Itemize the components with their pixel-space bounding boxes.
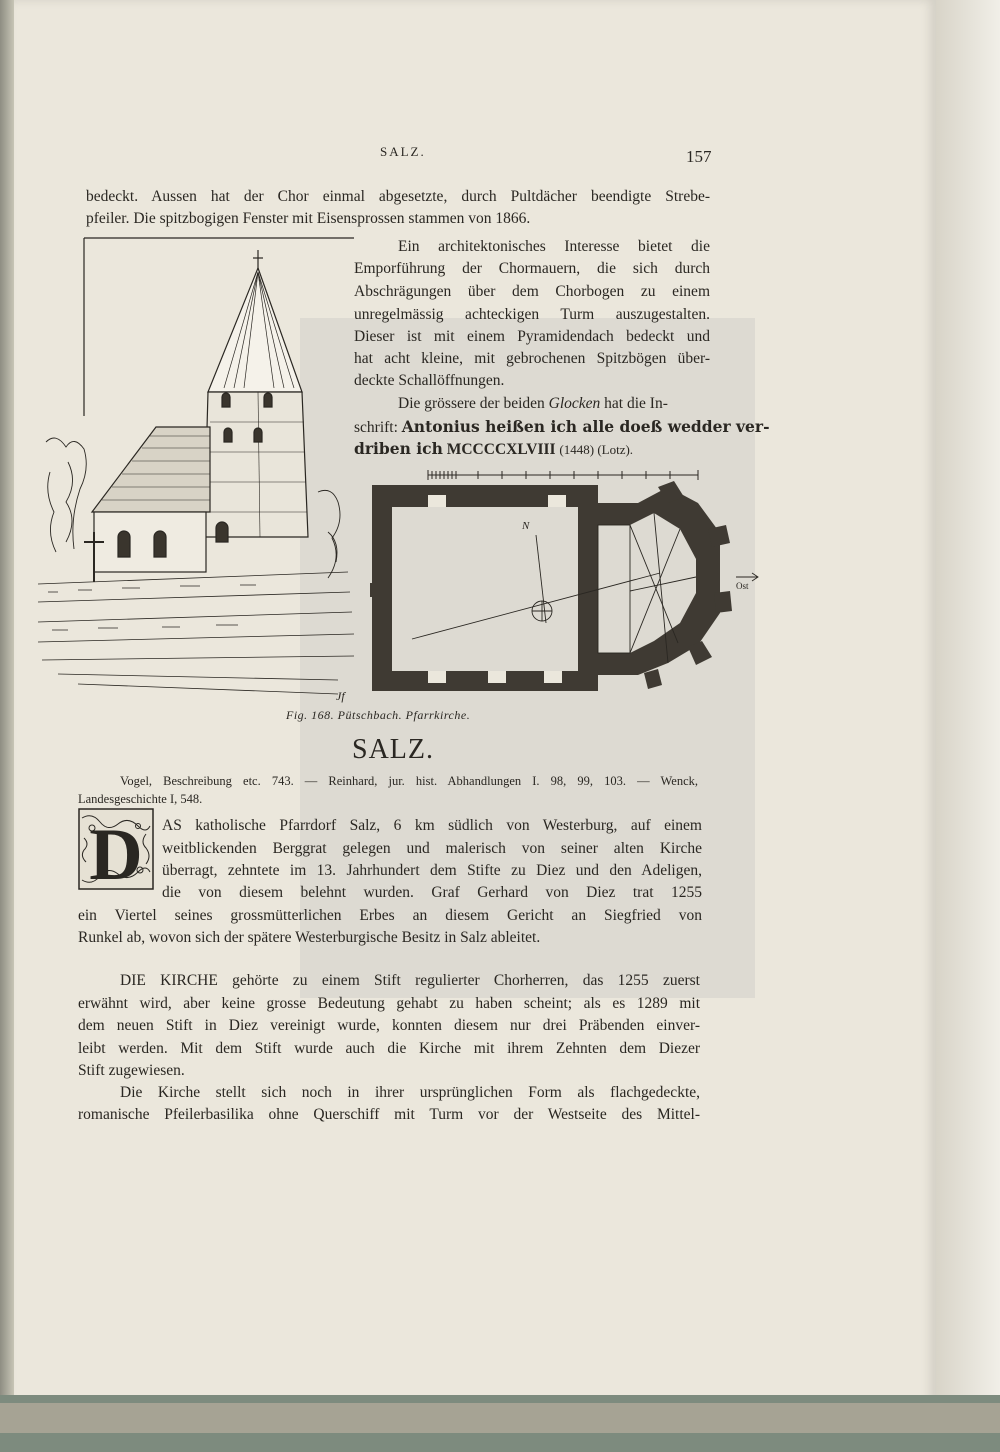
page-number: 157 — [686, 147, 712, 166]
nave-window — [154, 531, 166, 557]
ornamental-initial — [78, 808, 154, 890]
choir-bay — [598, 525, 630, 653]
artist-mark: Jf — [336, 689, 345, 703]
axis-line — [412, 573, 660, 639]
church-tower — [204, 392, 308, 537]
emporen-line-2: Emporführung der Chormauern, die sich durch — [354, 260, 710, 277]
history-line-5: ein Viertel seines grossmütterlichen Erbes an diesem Gericht an Siegfried von — [78, 907, 702, 924]
glocken-text: Die grössere der beiden — [398, 395, 545, 412]
kirche-line-3: dem neuen Stift in Diez vereinigt wurde, konnten diesem nur drei Präbenden einver- — [78, 1017, 700, 1034]
intro-line-2: pfeiler. Die spitzbogigen Fenster mit Eisensprossen stammen von 1866. — [86, 210, 531, 227]
north-axis — [536, 535, 546, 623]
kirche-line-1: DIE KIRCHE gehörte zu einem Stift regulierter Chorherren, das 1255 zuerst — [120, 972, 700, 989]
east-label: Ost — [736, 581, 749, 591]
nave-wall — [94, 512, 206, 572]
history-line-6: Runkel ab, wovon sich der spätere Westerburgische Besitz in Salz ableitet. — [78, 929, 541, 946]
inscription-year-numeral: MCCCCXLVIII — [446, 441, 556, 458]
kirche-line-4: leibt werden. Mit dem Stift wurde auch die Kirche mit ihrem Zehnten dem Diezer — [78, 1040, 700, 1057]
nave-walls — [372, 485, 598, 691]
references-line-1: Vogel, Beschreibung etc. 743. — Reinhard, jur. hist. Abhandlungen I. 98, 99, 103. — Wenck, — [120, 774, 698, 788]
north-label: N — [522, 520, 530, 532]
glocken-line-3 — [354, 438, 633, 461]
section-title: SALZ. — [352, 734, 434, 765]
history-line-2: weitblickenden Berggrat gelegen und malerisch von seiner alten Kirche — [162, 840, 702, 857]
dropcap-letter: D — [89, 814, 143, 890]
inscription-text: Antonius heißen ich alle doeß wedder ver- — [401, 417, 770, 436]
tower-window — [222, 393, 230, 407]
emporen-line-1: Ein architektonisches Interesse bietet die — [398, 238, 710, 255]
church-floor-plan — [368, 463, 768, 703]
glocken-line-2 — [354, 416, 770, 439]
kirche-line-5: Stift zugewiesen. — [78, 1062, 185, 1079]
running-head: SALZ. — [380, 144, 426, 159]
kirche-line-2: erwähnt wird, aber keine grosse Bedeutung gehabt zu haben scheint; als es 1289 mit — [78, 995, 700, 1012]
history-line-3: überragt, zehntete im 13. Jahrhundert dem Stifte zu Diez und den Adeligen, — [162, 862, 702, 879]
emporen-line-7: deckte Schallöffnungen. — [354, 372, 505, 389]
page-edge — [936, 0, 1000, 1405]
nave-openings — [428, 495, 566, 683]
intro-line-1: bedeckt. Aussen hat der Chor einmal abgesetzte, durch Pultdächer beendigte Strebe- — [86, 188, 710, 205]
book-binding-left — [0, 0, 14, 1452]
glocken-emphasis: Glocken — [548, 395, 601, 412]
inscription-year: (1448) (Lotz). — [559, 442, 634, 457]
nave-roof — [92, 427, 210, 512]
glocken-text-end: hat die In- — [604, 395, 668, 412]
figure-caption: Fig. 168. Pütschbach. Pfarrkirche. — [286, 708, 471, 722]
glocken-line-1 — [398, 393, 668, 415]
church-illustration — [38, 232, 356, 704]
nave-window — [118, 531, 130, 557]
tower-door — [216, 522, 228, 542]
tower-window — [264, 393, 272, 407]
history-line-1: AS katholische Pfarrdorf Salz, 6 km südlich von Westerburg, auf einem — [162, 817, 702, 834]
inscription-text-end: driben ich — [354, 439, 443, 458]
kirche-line-7: romanische Pfeilerbasilika ohne Querschiff mit Turm vor der Westseite des Mittel- — [78, 1106, 700, 1123]
stone-wall — [38, 572, 354, 694]
book-binding-bottom — [0, 1395, 1000, 1452]
kirche-line-6: Die Kirche stellt sich noch in ihrer ursprünglichen Form als flachgedeckte, — [120, 1084, 700, 1101]
inscription-label: schrift: — [354, 419, 398, 436]
emporen-line-4: unregelmässig achteckigen Turm auszugestalten. — [354, 306, 710, 323]
emporen-line-6: hat acht kleine, mit gebrochenen Spitzbögen über- — [354, 350, 710, 367]
scale-bar — [428, 470, 698, 480]
emporen-line-3: Abschrägungen über dem Chorbogen zu einem — [354, 283, 710, 300]
history-line-4: die von diesem belehnt wurden. Graf Gerhard von Diez trat 1255 — [162, 884, 702, 901]
references-line-2: Landesgeschichte I, 548. — [78, 792, 203, 806]
emporen-line-5: Dieser ist mit einem Pyramidendach bedeckt und — [354, 328, 710, 345]
